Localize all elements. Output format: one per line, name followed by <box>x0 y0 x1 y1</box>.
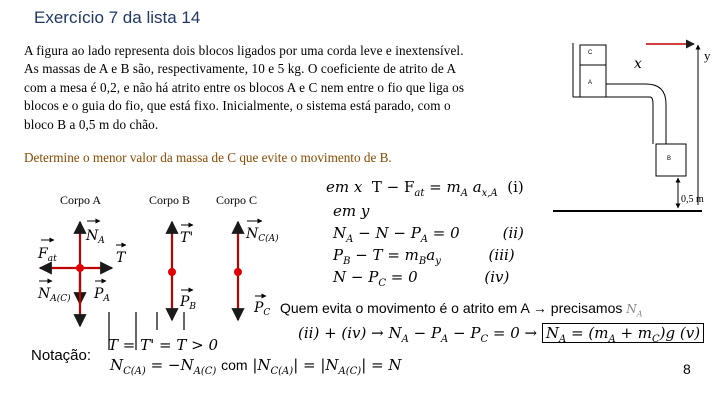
eq-tag-iii: (iii) <box>488 246 515 264</box>
svg-text:PC: $P_C$ <box>254 300 271 318</box>
fbd-corpo-a <box>37 221 127 326</box>
svg-text:Fat: $F_{at}$ <box>38 246 57 264</box>
point-b <box>168 268 176 276</box>
em-x-label: em x <box>326 178 363 196</box>
svg-text:NC(A): $N_{C(A)}$ <box>246 226 279 244</box>
setup-figure <box>553 43 702 211</box>
page-number: 8 <box>683 361 691 377</box>
question-text: Determine o menor valor da massa de C que evite o movimento de B. <box>24 150 392 165</box>
equation-iii: $P_B - T = m_Ba_y$ (iii) <box>333 246 515 267</box>
block-b-label: B <box>667 156 672 162</box>
conclusion-text: Quem evita o movimento é o atrito em A → precisamos <box>280 300 623 316</box>
slide-title: Exercício 7 da lista 14 <box>34 8 201 27</box>
notation-label: Notação: <box>31 347 92 364</box>
pulley-guide <box>646 84 666 104</box>
point-a <box>76 264 84 272</box>
fbd-corpo-c <box>234 221 279 320</box>
equation-ii: $N_A - N - P_A = 0$ (ii) <box>333 224 524 245</box>
eq-tag-ii: (ii) <box>502 224 524 242</box>
statement-line: com a mesa é 0,2, e não há atrito entre os blocos A e C nem entre o fio que liga os <box>24 79 465 95</box>
conclusion-sentence: Quem evita o movimento é o atrito em A → precisamos $N_A$ <box>280 300 643 319</box>
block-a-label: A <box>588 80 593 86</box>
svg-text:NA(C): $N_{A(C)}$ <box>38 286 71 304</box>
height-label: 0,5 m <box>681 194 704 205</box>
axis-x-label: x <box>634 56 642 72</box>
notation-line-2: $N_{C(A)} = -N_{A(C)}$ com $|N_{C(A)}| = |N_{A(C)}| = N$ <box>110 356 402 377</box>
label-corpo-a: Corpo A <box>60 193 102 207</box>
eq-tag-iv: (iv) <box>484 268 510 286</box>
svg-text:T: T <box>116 250 126 266</box>
notation-line-1: T = T' = T > 0 <box>108 336 218 354</box>
statement-line: blocos e o guia do fio, que está fixo. Inicialmente, o sistema está parado, com o <box>24 98 451 114</box>
equation-x: em x $T - F_{at} = m_A$ $a_{x,A}$ (i) <box>326 178 524 199</box>
block-c-label: C <box>588 50 593 56</box>
com-word: com <box>221 357 248 373</box>
svg-text:PA: $P_A$ <box>94 286 110 304</box>
point-c <box>234 268 242 276</box>
equation-iv: $N - P_C = 0$ (iv) <box>333 268 510 289</box>
eq-tag-i: (i) <box>507 178 524 196</box>
statement-line: A figura ao lado representa dois blocos ligados por uma corda leve e inextensível. <box>24 43 464 58</box>
label-corpo-b: Corpo B <box>149 193 191 207</box>
axis-y-label: y <box>704 48 711 63</box>
combined-equation: $(ii) + (iv) \to N_A - P_A - P_C = 0 \to N_A = (m_A + m_C)g$ (v) <box>298 324 704 345</box>
svg-text:T': T' <box>180 230 194 246</box>
label-corpo-c: Corpo C <box>216 193 258 207</box>
fbd-corpo-b <box>168 222 196 320</box>
statement-line: bloco B a 0,5 m do chão. <box>24 116 159 132</box>
svg-text:NA: $N_A$ <box>86 228 105 246</box>
em-y-label: em y <box>333 202 370 220</box>
block-c <box>580 45 606 65</box>
statement-line: As massas de A e B são, respectivamente, 10 e 5 kg. O coeficiente de atrito de A <box>24 61 457 77</box>
svg-text:PB: $P_B$ <box>180 294 197 312</box>
